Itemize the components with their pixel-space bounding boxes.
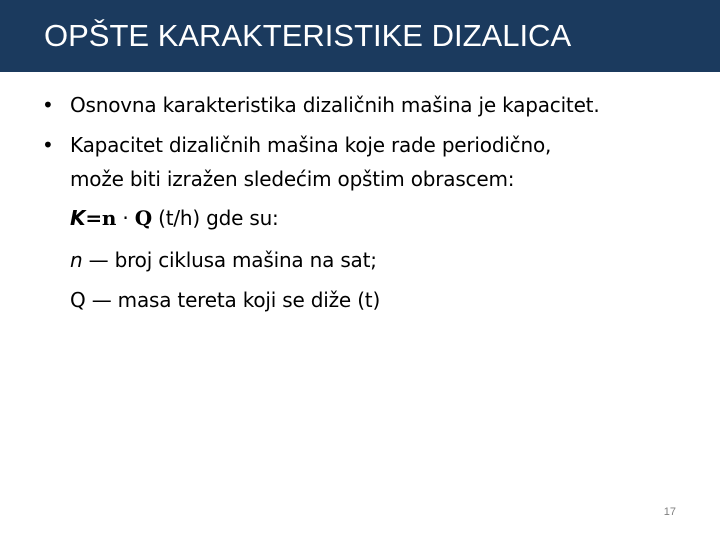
definition-q	[70, 287, 380, 313]
definition-q-text: — masa tereta koji se diže (t)	[85, 288, 381, 312]
bullet-2-line-1: Kapacitet dizaličnih mašina koje rade periodično,	[70, 133, 552, 157]
formula-dot: ·	[116, 206, 135, 230]
formula-q: Q	[134, 206, 152, 230]
bullet-marker: •	[42, 133, 54, 157]
definition-n	[70, 247, 377, 273]
formula-k: K	[70, 206, 86, 230]
definition-n-symbol: n	[70, 248, 83, 272]
bullet-1-text: Osnovna karakteristika dizaličnih mašina je kapacitet.	[70, 93, 600, 117]
slide-title: OPŠTE KARAKTERISTIKE DIZALICA	[44, 18, 572, 53]
formula-rest: (t/h) gde su:	[151, 206, 279, 230]
definition-q-symbol: Q	[70, 288, 86, 312]
definition-n-text: — broj ciklusa mašina na sat;	[82, 248, 377, 272]
bullet-marker: •	[42, 93, 54, 117]
formula-line	[70, 205, 279, 231]
bullet-2-line-2: može biti izražen sledećim opštim obrascem:	[70, 167, 515, 191]
formula-eq-n: =n	[85, 206, 117, 230]
page-number: 17	[663, 506, 676, 518]
